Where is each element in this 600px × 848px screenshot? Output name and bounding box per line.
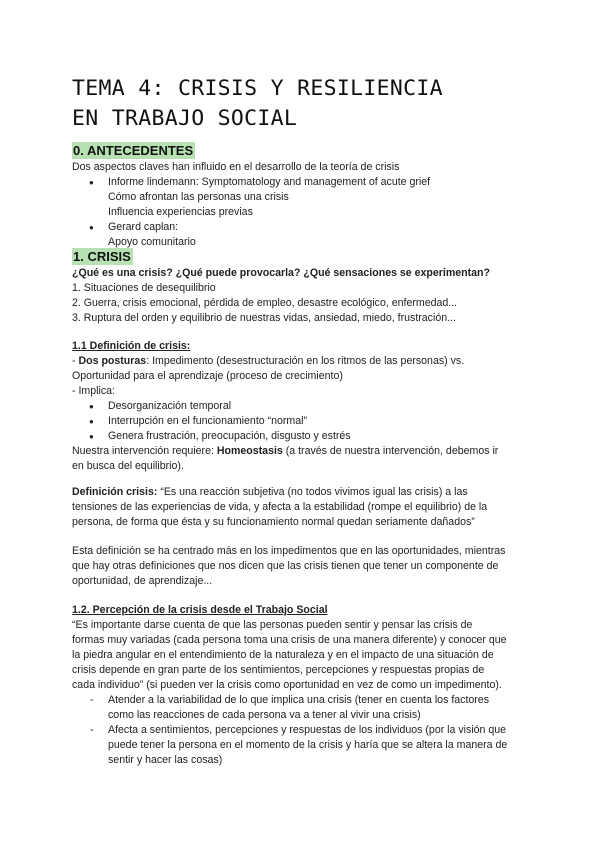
posturas-label: Dos posturas (78, 355, 147, 367)
implica-label: - Implica: (72, 385, 115, 397)
crisis-item-2: 2. Guerra, crisis emocional, pérdida de empleo, desastre ecológico, enfermedad... (72, 297, 458, 309)
posturas-prefix: - (72, 355, 79, 367)
antecedentes-bullet-1-sub-1: Cómo afrontan las personas una crisis (108, 191, 289, 203)
section-percepcion (72, 603, 532, 768)
percepcion-dash-1-line-2: como las reacciones de cada persona va a tener al vivir una crisis) (108, 709, 421, 721)
crisis-item-3: 3. Ruptura del orden y equilibrio de nuestras vidas, ansiedad, miedo, frustración... (72, 312, 456, 324)
title-line-2: EN TRABAJO SOCIAL (72, 106, 298, 131)
definicion-heading: 1.1 Definición de crisis: (72, 340, 191, 352)
definicion-crisis-label: Definición crisis: (72, 486, 158, 498)
requiere-suffix: (a través de nuestra intervención, debemos ir (282, 445, 499, 457)
percepcion-dash-2-line-3: sentir y hacer las cosas) (108, 754, 223, 766)
crisis-heading: 1. CRISIS (73, 249, 131, 264)
section-crisis (72, 248, 532, 326)
antecedentes-bullet-1: ● Informe lindemann: Symptomatology and management of acute grief (72, 175, 532, 190)
note-line-1: Esta definición se ha centrado más en los impedimentos que en las oportunidades, mientras (72, 545, 506, 557)
definicion-crisis-line-2: tensiones de las experiencias de vida, y afecta a la estabilidad (rompe el equilibrio) de la (72, 501, 488, 513)
percepcion-line-1: “Es importante darse cuenta de que las personas pueden sentir y pensar las crisis de (72, 619, 473, 631)
antecedentes-bullet-2: ● Gerard caplan: (72, 220, 532, 235)
document-title (72, 74, 552, 134)
percepcion-line-4: crisis depende en gran parte de los sentimientos, percepciones y respuestas propias de (72, 664, 485, 676)
crisis-item-1: 1. Situaciones de desequilibrio (72, 282, 216, 294)
note-line-2: que hay otras definiciones que nos dicen que las crisis tienen que tener un componente de (72, 560, 499, 572)
definicion-note-paragraph (72, 544, 532, 589)
section-antecedentes (72, 142, 532, 250)
posturas-text: : Impedimento (desestructuración en los ritmos de las personas) vs. (146, 355, 465, 367)
antecedentes-heading: 0. ANTECEDENTES (73, 143, 194, 158)
antecedentes-intro: Dos aspectos claves han influido en el desarrollo de la teoría de crisis (72, 161, 400, 173)
implica-item-1: ● Desorganización temporal (72, 399, 532, 414)
implica-item-2: ● Interrupción en el funcionamiento “normal” (72, 414, 532, 429)
posturas-line (72, 354, 532, 369)
requiere-prefix: Nuestra intervención requiere: (72, 445, 217, 457)
note-line-3: oportunidad, de aprendizaje... (72, 575, 213, 587)
requiere-bold: Homeostasis (216, 445, 283, 457)
percepcion-dash-1-line-1: - Atender a la variabilidad de lo que implica una crisis (tener en cuenta los factores (72, 693, 532, 708)
antecedentes-bullet-1-sub-2: Influencia experiencias previas (108, 206, 253, 218)
requiere-line (72, 444, 532, 459)
percepcion-heading: 1.2. Percepción de la crisis desde el Trabajo Social (72, 604, 328, 616)
percepcion-dash-2-line-2: puede tener la persona en el momento de la crisis y haría que se altera la manera de (108, 739, 508, 751)
percepcion-line-2: formas muy variadas (cada persona toma una crisis de una manera diferente) y conocer que (72, 634, 507, 646)
definicion-crisis-line-1: “Es una reacción subjetiva (no todos vivimos igual las crisis) a las (157, 486, 468, 498)
percepcion-dash-2-line-1: - Afecta a sentimientos, percepciones y respuestas de los individuos (por la visión que (72, 723, 532, 738)
definicion-crisis-line-3: persona, de forma que ésta y su funcionamiento normal quedan seriamente dañados” (72, 516, 475, 528)
posturas-line-2: Oportunidad para el aprendizaje (proceso de crecimiento) (72, 370, 343, 382)
percepcion-line-3: la piedra angular en el entendimiento de la naturaleza y en el impacto de una situación de (72, 649, 494, 661)
percepcion-line-5: cada individuo” (si pueden ver la crisis como oportunidad en vez de como un impedimento). (72, 679, 502, 691)
implica-item-3: ● Genera frustración, preocupación, disgusto y estrés (72, 429, 532, 444)
requiere-line-2: en busca del equilibrio). (72, 460, 184, 472)
section-definicion (72, 339, 532, 474)
title-line-1: TEMA 4: CRISIS Y RESILIENCIA (72, 76, 443, 101)
crisis-question: ¿Qué es una crisis? ¿Qué puede provocarla? ¿Qué sensaciones se experimentan? (72, 267, 491, 279)
definicion-crisis-paragraph (72, 485, 532, 530)
antecedentes-bullet-2-sub-1: Apoyo comunitario (108, 236, 196, 248)
